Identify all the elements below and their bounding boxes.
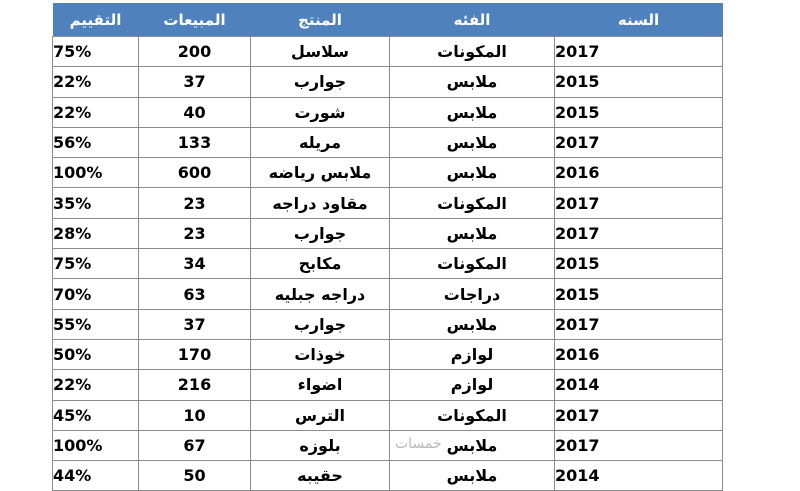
cell-rating[interactable]: 56% <box>53 127 139 157</box>
cell-sales[interactable]: 600 <box>139 158 251 188</box>
cell-product[interactable]: مقاود دراجه <box>251 188 390 218</box>
cell-category[interactable]: ملابس <box>390 158 555 188</box>
cell-year[interactable]: 2014 <box>555 461 723 491</box>
table-row <box>53 97 723 127</box>
cell-category[interactable]: المكونات <box>390 188 555 218</box>
cell-product[interactable]: مريله <box>251 127 390 157</box>
cell-category[interactable]: لوازم <box>390 339 555 369</box>
table-row <box>53 188 723 218</box>
cell-category[interactable]: المكونات <box>390 37 555 67</box>
cell-rating[interactable]: 100% <box>53 158 139 188</box>
cell-product[interactable]: دراجه جبليه <box>251 279 390 309</box>
cell-product[interactable]: بلوزه <box>251 430 390 460</box>
header-year[interactable]: السنه <box>555 3 723 37</box>
header-product[interactable]: المنتج <box>251 3 390 37</box>
cell-product[interactable]: شورت <box>251 97 390 127</box>
cell-sales[interactable]: 50 <box>139 461 251 491</box>
cell-year[interactable]: 2017 <box>555 127 723 157</box>
cell-product[interactable]: جوارب <box>251 218 390 248</box>
cell-category[interactable]: دراجات <box>390 279 555 309</box>
table-row <box>53 461 723 491</box>
cell-sales[interactable]: 200 <box>139 37 251 67</box>
table-row <box>53 249 723 279</box>
cell-year[interactable]: 2015 <box>555 97 723 127</box>
cell-year[interactable]: 2017 <box>555 188 723 218</box>
cell-sales[interactable]: 67 <box>139 430 251 460</box>
cell-category[interactable]: ملابس <box>390 461 555 491</box>
cell-year[interactable]: 2017 <box>555 400 723 430</box>
cell-sales[interactable]: 23 <box>139 188 251 218</box>
cell-year[interactable]: 2016 <box>555 339 723 369</box>
table-row <box>53 37 723 67</box>
cell-sales[interactable]: 34 <box>139 249 251 279</box>
table-header-row <box>53 3 723 37</box>
cell-sales[interactable]: 63 <box>139 279 251 309</box>
table-row <box>53 309 723 339</box>
cell-sales[interactable]: 170 <box>139 339 251 369</box>
table-row <box>53 400 723 430</box>
table-row <box>53 127 723 157</box>
cell-year[interactable]: 2017 <box>555 309 723 339</box>
cell-rating[interactable]: 45% <box>53 400 139 430</box>
cell-rating[interactable]: 50% <box>53 339 139 369</box>
cell-category[interactable]: لوازم <box>390 370 555 400</box>
cell-rating[interactable]: 22% <box>53 67 139 97</box>
cell-sales[interactable]: 216 <box>139 370 251 400</box>
table-row <box>53 67 723 97</box>
table-row <box>53 158 723 188</box>
cell-sales[interactable]: 10 <box>139 400 251 430</box>
cell-rating[interactable]: 55% <box>53 309 139 339</box>
cell-category[interactable]: ملابس <box>390 430 555 460</box>
header-sales[interactable]: المبيعات <box>139 3 251 37</box>
cell-sales[interactable]: 133 <box>139 127 251 157</box>
cell-year[interactable]: 2017 <box>555 430 723 460</box>
cell-product[interactable]: حقيبه <box>251 461 390 491</box>
cell-category[interactable]: ملابس <box>390 67 555 97</box>
cell-category[interactable]: ملابس <box>390 218 555 248</box>
cell-product[interactable]: ملابس رياضه <box>251 158 390 188</box>
table-body <box>53 37 723 491</box>
cell-product[interactable]: اضواء <box>251 370 390 400</box>
table-row <box>53 430 723 460</box>
cell-year[interactable]: 2015 <box>555 279 723 309</box>
table-row <box>53 370 723 400</box>
cell-product[interactable]: الترس <box>251 400 390 430</box>
cell-category[interactable]: ملابس <box>390 127 555 157</box>
sales-table-container <box>52 3 722 491</box>
cell-year[interactable]: 2015 <box>555 67 723 97</box>
cell-year[interactable]: 2015 <box>555 249 723 279</box>
sales-table <box>52 3 723 491</box>
cell-category[interactable]: ملابس <box>390 309 555 339</box>
cell-year[interactable]: 2017 <box>555 37 723 67</box>
cell-rating[interactable]: 100% <box>53 430 139 460</box>
cell-rating[interactable]: 22% <box>53 97 139 127</box>
cell-product[interactable]: جوارب <box>251 309 390 339</box>
cell-rating[interactable]: 75% <box>53 249 139 279</box>
watermark: خمسات <box>395 436 442 452</box>
cell-sales[interactable]: 37 <box>139 67 251 97</box>
table-row <box>53 218 723 248</box>
header-rating[interactable]: التقييم <box>53 3 139 37</box>
cell-sales[interactable]: 23 <box>139 218 251 248</box>
cell-product[interactable]: مكابح <box>251 249 390 279</box>
cell-category[interactable]: المكونات <box>390 249 555 279</box>
cell-rating[interactable]: 75% <box>53 37 139 67</box>
cell-rating[interactable]: 28% <box>53 218 139 248</box>
cell-product[interactable]: سلاسل <box>251 37 390 67</box>
cell-year[interactable]: 2016 <box>555 158 723 188</box>
cell-category[interactable]: المكونات <box>390 400 555 430</box>
header-category[interactable]: الفئه <box>390 3 555 37</box>
cell-product[interactable]: خوذات <box>251 339 390 369</box>
cell-rating[interactable]: 70% <box>53 279 139 309</box>
cell-sales[interactable]: 40 <box>139 97 251 127</box>
cell-product[interactable]: جوارب <box>251 67 390 97</box>
cell-rating[interactable]: 35% <box>53 188 139 218</box>
cell-sales[interactable]: 37 <box>139 309 251 339</box>
cell-year[interactable]: 2017 <box>555 218 723 248</box>
cell-year[interactable]: 2014 <box>555 370 723 400</box>
cell-rating[interactable]: 44% <box>53 461 139 491</box>
cell-rating[interactable]: 22% <box>53 370 139 400</box>
table-row <box>53 339 723 369</box>
table-row <box>53 279 723 309</box>
cell-category[interactable]: ملابس <box>390 97 555 127</box>
